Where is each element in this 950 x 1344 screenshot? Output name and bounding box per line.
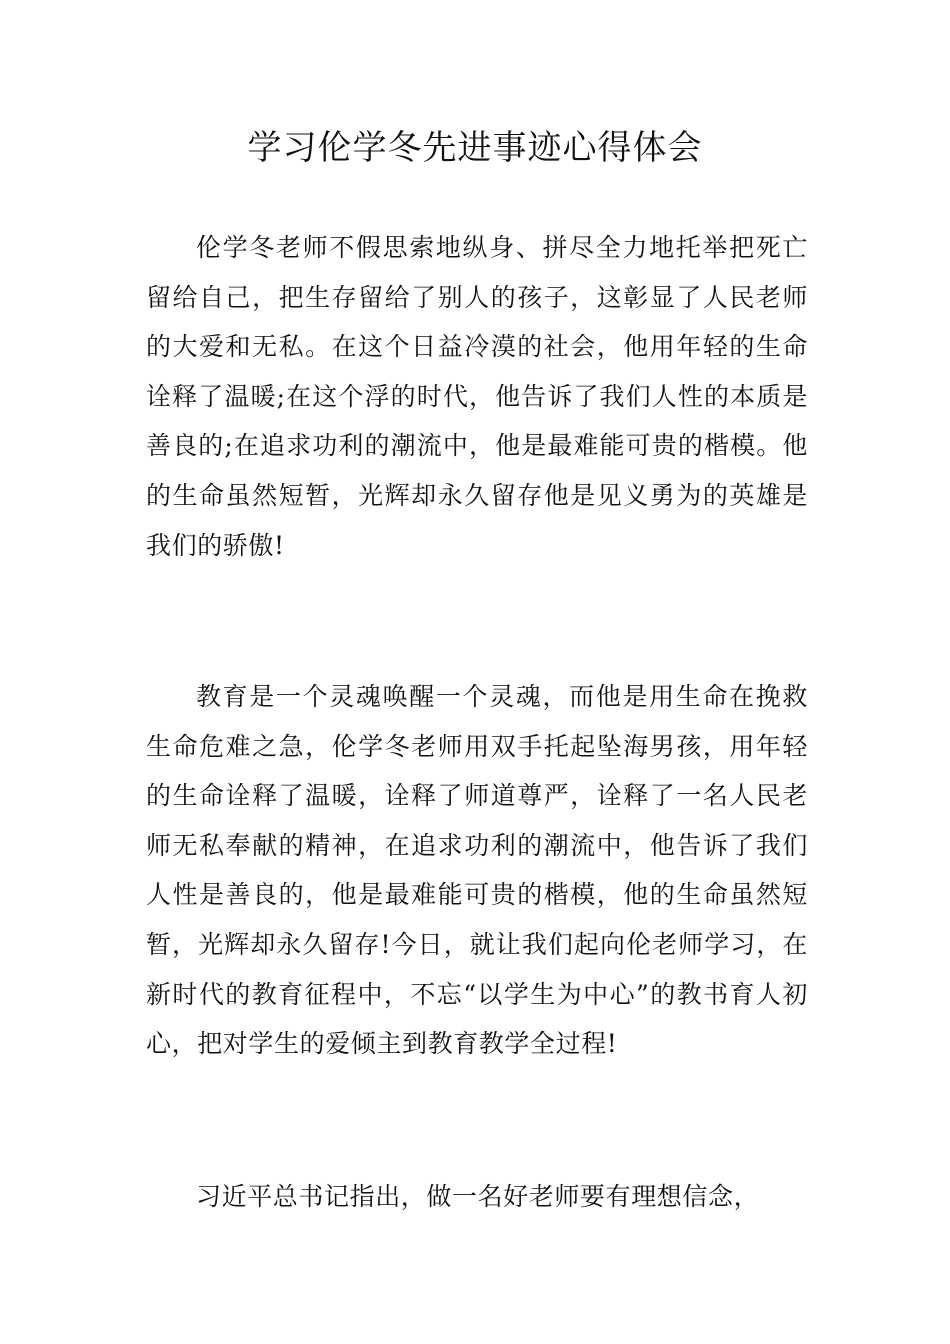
document-title: 学习伦学冬先进事迹心得体会	[247, 128, 703, 168]
paragraph-1: 伦学冬老师不假思索地纵身、拼尽全力地托举把死亡留给自己，把生存留给了别人的孩子，这彰显了人民老师的大爱和无私。在这个日益冷漠的社会，他用年轻的生命诠释了温暖;在这个浮的时代，他告诉了我们人性的本质是善良的;在追求功利的潮流中，他是最难能可贵的楷模。他的生命虽然短暂，光辉却永久留存他是见义勇为的英雄是我们的骄傲!	[146, 233, 808, 560]
paragraph-3: 习近平总书记指出，做一名好老师要有理想信念，	[196, 1182, 760, 1211]
paragraph-2: 教育是一个灵魂唤醒一个灵魂，而他是用生命在挽救生命危难之急，伦学冬老师用双手托起坠海男孩，用年轻的生命诠释了温暖，诠释了师道尊严，诠释了一名人民老师无私奉献的精神，在追求功利的潮流中，他告诉了我们人性是善良的，他是最难能可贵的楷模，他的生命虽然短暂，光辉却永久留存!今日，就让我们起向伦老师学习，在新时代的教育征程中，不忘“以学生为中心”的教书育人初心，把对学生的爱倾主到教育教学全过程!	[146, 682, 808, 1059]
